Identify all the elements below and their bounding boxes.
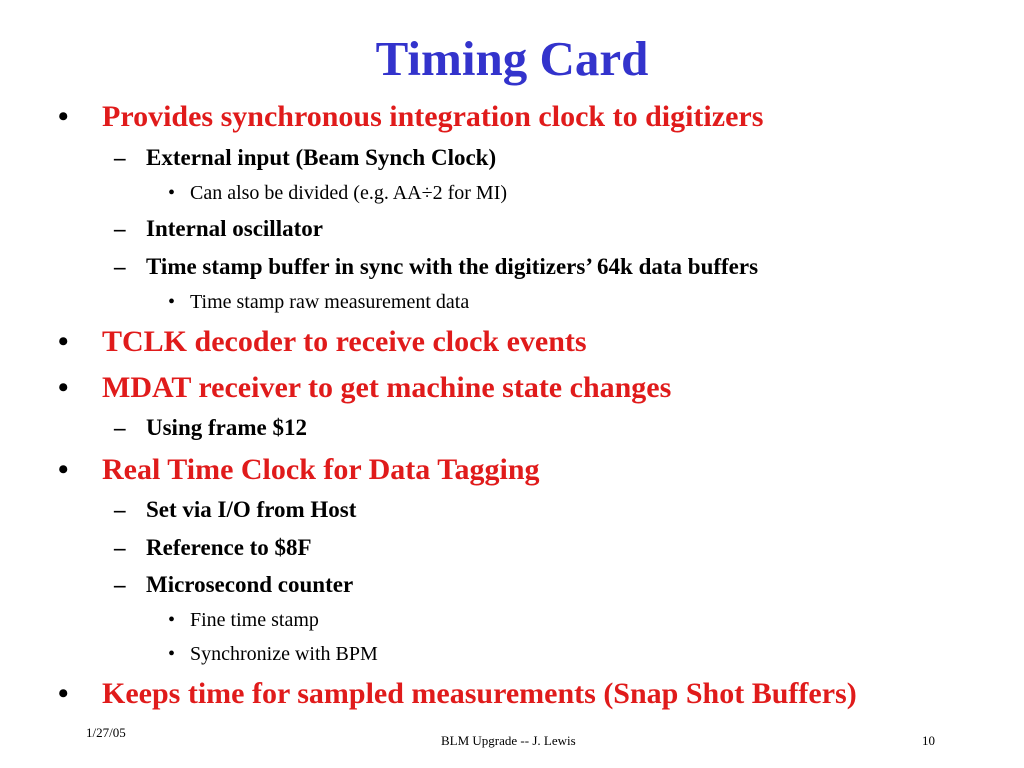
bullet-text: Microsecond counter [146, 572, 354, 597]
bullet-text: Real Time Clock for Data Tagging [102, 453, 540, 486]
bullet-item [58, 371, 672, 404]
bullet-item [168, 182, 508, 204]
bullet-marker: • [58, 453, 69, 486]
page-number: 10 [922, 733, 935, 748]
dash-marker: – [114, 415, 126, 440]
dash-marker: – [114, 535, 126, 560]
bullet-item [114, 415, 307, 440]
slide-title: Timing Card [375, 31, 649, 86]
bullet-marker: • [58, 677, 69, 710]
bullet-item [114, 254, 759, 279]
dash-marker: – [114, 254, 126, 279]
dash-marker: – [114, 572, 126, 597]
bullet-item [58, 677, 857, 710]
bullet-text: External input (Beam Synch Clock) [146, 145, 497, 170]
footer-title: BLM Upgrade -- J. Lewis [441, 733, 576, 748]
bullet-item [168, 609, 319, 631]
bullet-marker: • [168, 643, 176, 665]
bullet-text: Using frame $12 [146, 415, 307, 440]
bullet-text: Internal oscillator [146, 216, 323, 241]
footer-date: 1/27/05 [86, 725, 126, 740]
bullet-text: Time stamp buffer in sync with the digitizers’ 64k data buffers [146, 254, 759, 279]
bullet-text: TCLK decoder to receive clock events [102, 325, 587, 358]
bullet-item [114, 572, 354, 597]
bullet-item [114, 535, 312, 560]
bullet-marker: • [58, 100, 69, 133]
bullet-item [114, 145, 497, 170]
bullet-item [168, 291, 470, 313]
bullet-item [114, 497, 357, 522]
bullet-marker: • [58, 325, 69, 358]
bullet-text: Synchronize with BPM [190, 643, 378, 665]
bullet-item [58, 100, 764, 133]
bullet-text: Set via I/O from Host [146, 497, 357, 522]
bullet-text: MDAT receiver to get machine state changes [102, 371, 672, 404]
bullet-text: Time stamp raw measurement data [190, 291, 470, 313]
bullet-item [168, 643, 378, 665]
bullet-item [114, 216, 323, 241]
dash-marker: – [114, 497, 126, 522]
bullet-text: Provides synchronous integration clock to digitizers [102, 100, 764, 133]
bullet-marker: • [168, 291, 176, 313]
bullet-marker: • [58, 371, 69, 404]
bullet-item [58, 325, 587, 358]
bullet-text: Fine time stamp [190, 609, 319, 631]
dash-marker: – [114, 145, 126, 170]
bullet-item [58, 453, 540, 486]
bullet-text: Keeps time for sampled measurements (Snap Shot Buffers) [102, 677, 857, 710]
bullet-text: Reference to $8F [146, 535, 312, 560]
bullet-text: Can also be divided (e.g. AA÷2 for MI) [190, 182, 508, 204]
dash-marker: – [114, 216, 126, 241]
bullet-marker: • [168, 609, 176, 631]
bullet-marker: • [168, 182, 176, 204]
